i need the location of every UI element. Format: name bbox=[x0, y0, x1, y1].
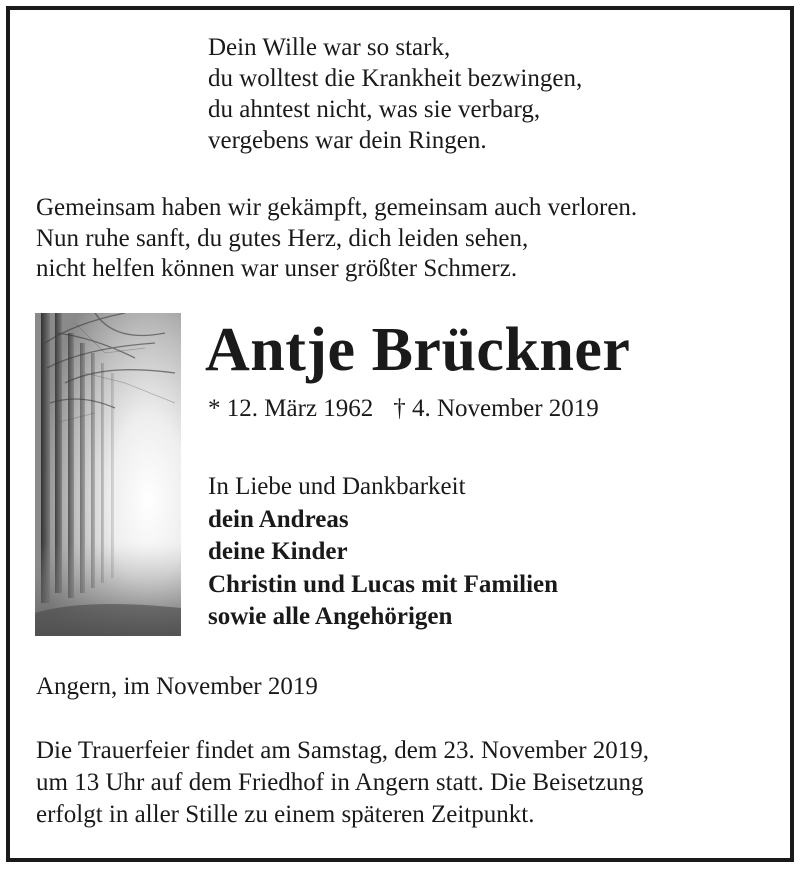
death-date: † 4. November 2019 bbox=[393, 395, 599, 422]
poem-verse-bottom bbox=[36, 193, 637, 285]
poem-line: du ahntest nicht, was sie verbarg, bbox=[208, 96, 541, 123]
poem-line: du wolltest die Krankheit bezwingen, bbox=[208, 65, 583, 92]
birth-date: * 12. März 1962 bbox=[208, 395, 374, 422]
life-dates bbox=[208, 393, 599, 425]
notice-line: um 13 Uhr auf dem Friedhof in Angern statt. Die Beisetzung bbox=[36, 769, 644, 796]
poem-line: Gemeinsam haben wir gekämpft, gemeinsam auch verloren. bbox=[36, 194, 638, 221]
mourners-block bbox=[208, 471, 558, 634]
poem-line: nicht helfen können war unser größter Schmerz. bbox=[36, 255, 518, 282]
mourners-intro: In Liebe und Dankbarkeit bbox=[208, 473, 466, 500]
poem-verse-top bbox=[208, 32, 582, 156]
place-and-date: Angern, im November 2019 bbox=[36, 673, 318, 700]
deceased-name: Antje Brückner bbox=[205, 316, 631, 384]
poem-line: vergebens war dein Ringen. bbox=[208, 127, 487, 154]
notice-line: Die Trauerfeier findet am Samstag, dem 23. November 2019, bbox=[36, 737, 650, 764]
notice-line: erfolgt in aller Stille zu einem späteren Zeitpunkt. bbox=[36, 801, 535, 828]
mourner-name: sowie alle Angehörigen bbox=[208, 603, 453, 630]
poem-line: Nun ruhe sanft, du gutes Herz, dich leiden sehen, bbox=[36, 224, 529, 252]
poem-line: Dein Wille war so stark, bbox=[208, 34, 451, 61]
funeral-notice bbox=[36, 735, 649, 831]
mourner-name: dein Andreas bbox=[208, 505, 349, 533]
mourner-name: deine Kinder bbox=[208, 538, 348, 565]
mourner-name: Christin und Lucas mit Familien bbox=[208, 570, 559, 598]
misty-forest-photo bbox=[35, 313, 181, 636]
